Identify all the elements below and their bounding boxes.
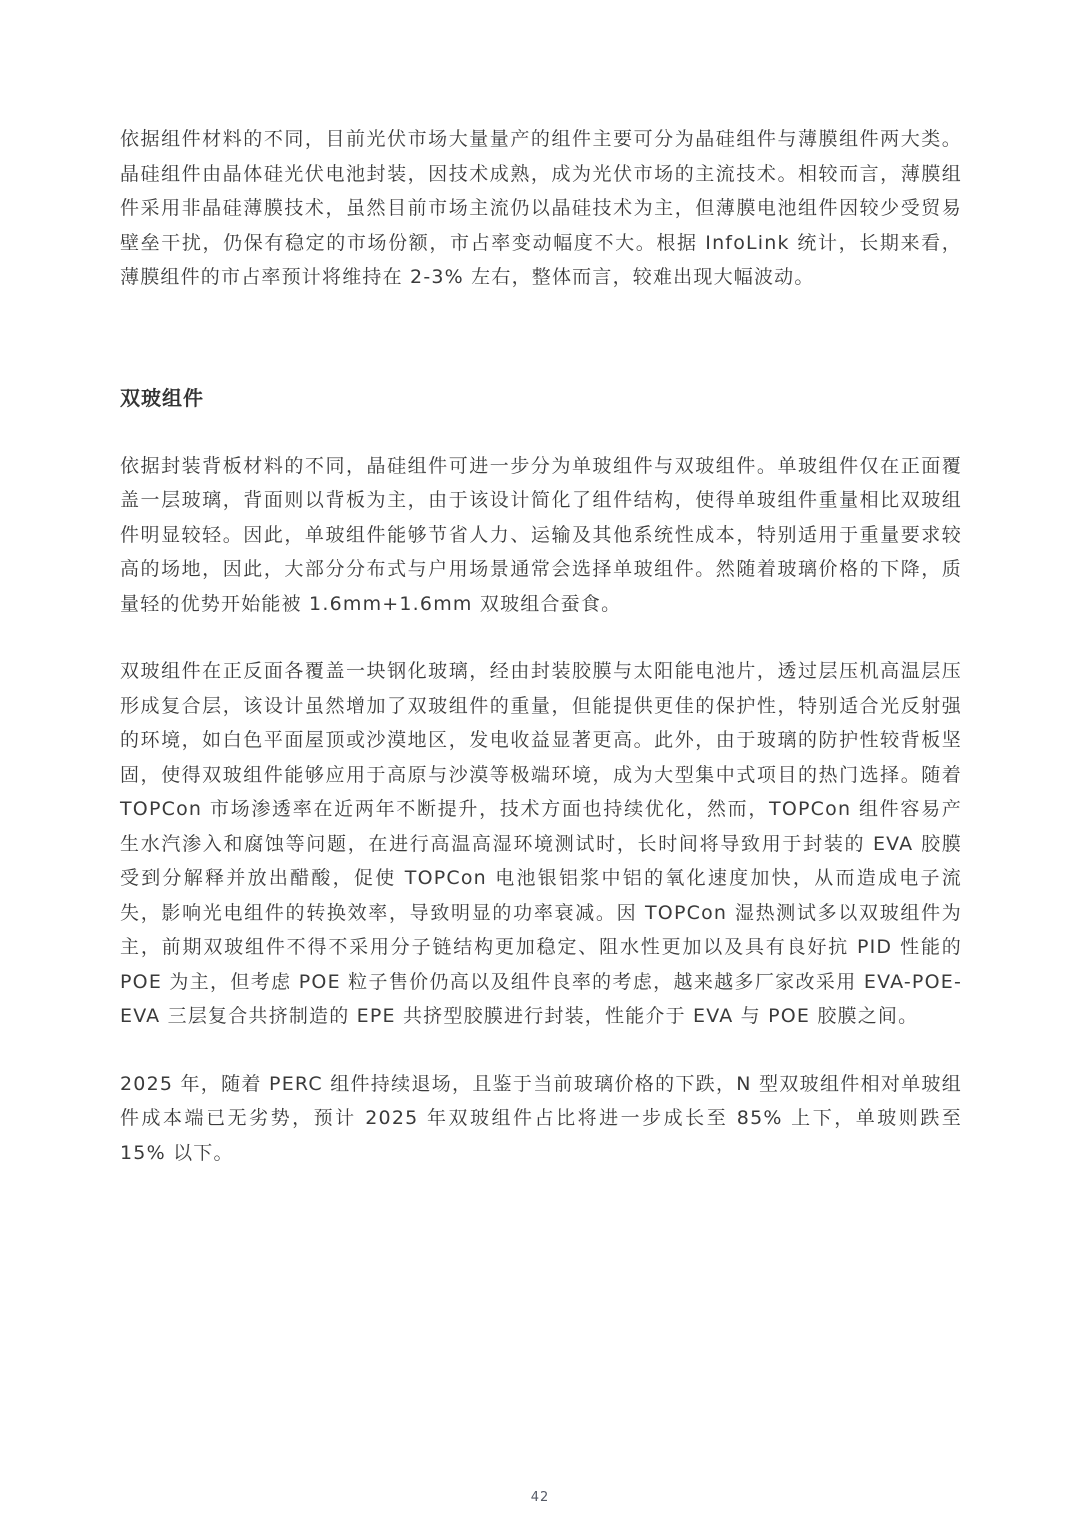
intro-paragraph: 依据组件材料的不同，目前光伏市场大量量产的组件主要可分为晶硅组件与薄膜组件两大类。晶硅组件由晶体硅光伏电池封装，因技术成熟，成为光伏市场的主流技术。相较而言，薄膜组件采用非晶硅薄膜技术，虽然目前市场主流仍以晶硅技术为主，但薄膜电池组件因较少受贸易壁垒干扰，仍保有稳定的市场份额，市占率变动幅度不大。根据 InfoLink 统计，长期来看，薄膜组件的市占率预计将维持在 2-3% 左右，整体而言，较难出现大幅波动。 — [120, 128, 962, 288]
section-heading: 双玻组件 — [120, 385, 204, 410]
body-paragraph-3: 2025 年，随着 PERC 组件持续退场，且鉴于当前玻璃价格的下跌，N 型双玻组件相对单玻组件成本端已无劣势，预计 2025 年双玻组件占比将进一步成长至 85% 上下，单玻则跌至 15% 以下。 — [120, 1072, 962, 1164]
document-page — [120, 122, 962, 1170]
page-number: 42 — [530, 1490, 550, 1505]
body-paragraph-2: 双玻组件在正反面各覆盖一块钢化玻璃，经由封装胶膜与太阳能电池片，透过层压机高温层压形成复合层，该设计虽然增加了双玻组件的重量，但能提供更佳的保护性，特别适合光反射强的环境，如白色平面屋顶或沙漠地区，发电收益显著更高。此外，由于玻璃的防护性较背板坚固，使得双玻组件能够应用于高原与沙漠等极端环境，成为大型集中式项目的热门选择。随着 TOPCon 市场渗透率在近两年不断提升，技术方面也持续优化，然而，TOPCon 组件容易产生水汽渗入和腐蚀等问题，在进行高温高湿环境测试时，长时间将导致用于封装的 EVA 胶膜受到分解释并放出醋酸，促使 TOPCon 电池银铝浆中铝的氧化速度加快，从而造成电子流失，影响光电组件的转换效率，导致明显的功率衰减。因 TOPCon 湿热测试多以双玻组件为主，前期双玻组件不得不采用分子链结构更加稳定、阻水性更加以及具有良好抗 PID 性能的 POE 为主，但考虑 POE 粒子售价仍高以及组件良率的考虑，越来越多厂家改采用 EVA-POE-EVA 三层复合共挤制造的 EPE 共挤型胶膜进行封装，性能介于 EVA 与 POE 胶膜之间。 — [120, 660, 962, 1027]
body-paragraph-1: 依据封装背板材料的不同，晶硅组件可进一步分为单玻组件与双玻组件。单玻组件仅在正面覆盖一层玻璃，背面则以背板为主，由于该设计简化了组件结构，使得单玻组件重量相比双玻组件明显较轻。因此，单玻组件能够节省人力、运输及其他系统性成本，特别适用于重量要求较高的场地，因此，大部分分布式与户用场景通常会选择单玻组件。然随着玻璃价格的下降，质量轻的优势开始能被 1.6mm+1.6mm 双玻组合蚕食。 — [120, 454, 962, 615]
